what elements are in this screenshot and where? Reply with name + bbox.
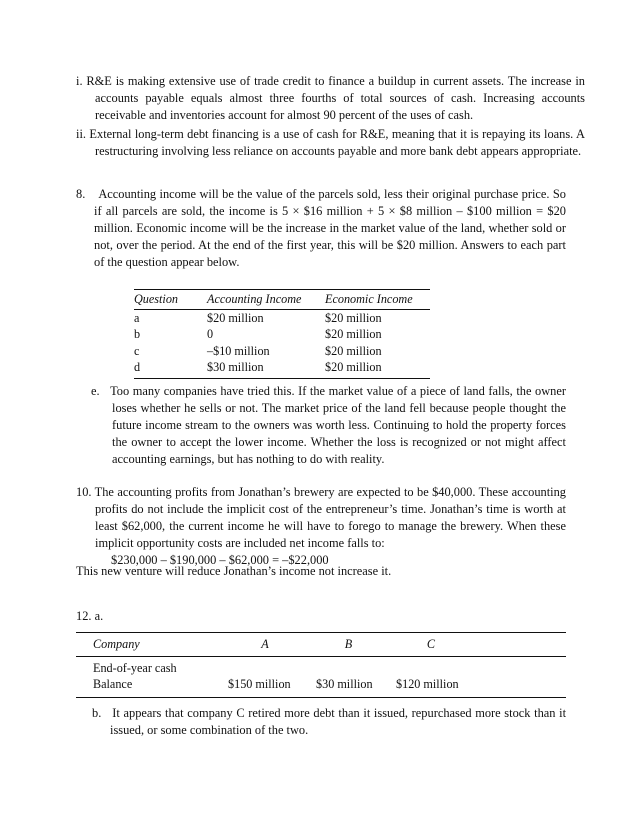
table-cell: –$10 million: [207, 343, 270, 358]
question-8-paragraph: [76, 186, 566, 271]
header-company-b: B: [306, 633, 391, 657]
cash-balance-table: [76, 632, 566, 698]
table-row: [76, 656, 566, 697]
header-company-a: A: [210, 633, 306, 657]
income-table: [134, 289, 430, 379]
table-cell: $120 million: [391, 656, 471, 697]
question-12-label: 12. a.: [76, 609, 104, 623]
table-row: [134, 359, 430, 378]
question-8-text: Accounting income will be the value of the parcels sold, less their original purchase price. So if all parcels are sold, the income is 5 × $16 million + 5 × $8 million – $100 million = $20 million. Economic income will be the increase in the market value of the land, whether sold or not, over the period. At the end of the first year, this will be $20 million. Answers to each part of the question appear below.: [94, 187, 566, 269]
table-cell: a: [134, 310, 140, 325]
header-company: Company: [76, 633, 210, 657]
question-8-number: 8.: [76, 187, 86, 201]
table-cell: $20 million: [325, 310, 382, 325]
row-label-line-2: Balance: [93, 677, 133, 691]
table-cell-spacer: [471, 656, 566, 697]
part-e-label: e.: [91, 384, 100, 398]
part-e-text: Too many companies have tried this. If the market value of a piece of land falls, the owner loses whether he sells or not. The market price of the land fell because people thought the future income stream to the owners was worth less. Continuing to hold the property forces the owner to accept the lower income. Whether the loss is recognized or not might affect accounting earnings, but has nothing to do with reality.: [110, 384, 566, 466]
header-accounting-income: Accounting Income: [207, 290, 325, 310]
table-cell: 0: [207, 327, 214, 341]
table-cell: $30 million: [306, 656, 391, 697]
question-10-conclusion: This new venture will reduce Jonathan’s income not increase it.: [76, 564, 392, 578]
header-question: Question: [134, 290, 207, 310]
cash-table-header-row: [76, 633, 566, 657]
table-row: [134, 326, 430, 343]
part-b-paragraph: [92, 705, 566, 739]
item-ii-paragraph: ii. External long-term debt financing is a use of cash for R&E, meaning that it is repaying its loans. A restructuring involving less reliance on accounts payable and more bank debt appears appropriate.: [76, 127, 585, 158]
part-e-paragraph: [91, 383, 566, 468]
table-cell: $150 million: [210, 656, 306, 697]
table-cell: d: [134, 359, 207, 378]
item-i-paragraph: i. R&E is making extensive use of trade credit to finance a buildup in current assets. The increase in accounts payable equals almost three fourths of total sources of cash. Increasing accounts receivable and inventories account for almost 90 percent of the uses of cash.: [76, 74, 585, 122]
header-company-c: C: [391, 633, 471, 657]
table-cell: $30 million: [207, 359, 325, 378]
table-cell: $20 million: [325, 359, 430, 378]
table-cell: c: [134, 343, 140, 358]
table-row: [134, 309, 430, 326]
row-label: [76, 656, 210, 697]
question-10-paragraph: 10. The accounting profits from Jonathan’s brewery are expected to be $40,000. These accounting profits do not include the implicit cost of the entrepreneur’s time. Jonathan’s time is worth at least $62,000, the current income he will have to forego to manage the brewery. When these implicit opportunity costs are included net income falls to:: [76, 485, 566, 550]
header-economic-income: Economic Income: [325, 290, 430, 310]
row-label-line-1: End-of-year cash: [93, 660, 177, 675]
question-8-part-e: [91, 383, 566, 468]
part-b-text: It appears that company C retired more debt than it issued, repurchased more stock than it issued, or some combination of the two.: [110, 706, 567, 737]
income-table-header-row: [134, 290, 430, 310]
part-b-label: b.: [92, 706, 102, 720]
question-10: [76, 484, 566, 569]
table-row: [134, 343, 430, 360]
question-8: [76, 186, 566, 271]
question-10-equation: $230,000 – $190,000 – $62,000 = –$22,000: [111, 553, 329, 567]
header-spacer: [471, 633, 566, 657]
table-cell: $20 million: [325, 343, 382, 358]
question-12-part-b: [92, 705, 566, 739]
table-cell: b: [134, 327, 141, 341]
table-cell: $20 million: [325, 327, 382, 341]
table-cell: $20 million: [207, 310, 264, 325]
